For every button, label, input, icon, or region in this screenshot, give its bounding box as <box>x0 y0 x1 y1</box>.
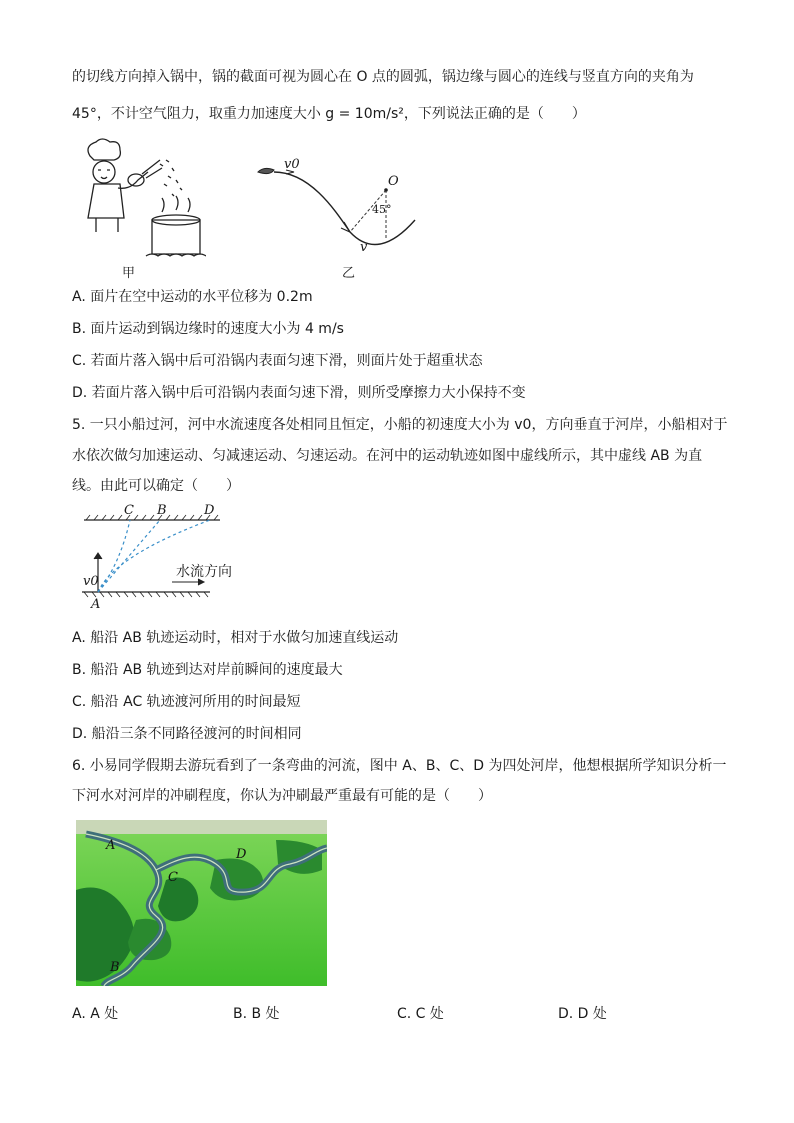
q5-text-line-2: 水依次做匀加速运动、匀减速运动、匀速运动。在河中的运动轨迹如图中虚线所示，其中虚线 AB 为直 <box>72 448 703 464</box>
q5-label-c: C <box>124 503 134 518</box>
q6-photo-label-d: D <box>236 847 247 862</box>
q4-text-line-2: 45°，不计空气阻力，取重力加速度大小 g = 10m/s²，下列说法正确的是（ ） <box>72 106 586 122</box>
label-o: O <box>388 174 399 189</box>
q6-option-b[interactable]: B. B 处 <box>233 1006 280 1022</box>
q5-label-d: D <box>204 503 215 518</box>
q5-option-d[interactable]: D. 船沿三条不同路径渡河的时间相同 <box>72 726 302 742</box>
q6-option-c[interactable]: C. C 处 <box>397 1006 444 1022</box>
label-45-degrees: 45° <box>372 203 392 216</box>
q6-options-row <box>72 1003 672 1023</box>
q6-photo-label-a: A <box>106 838 116 853</box>
q6-text-line-2: 下河水对河岸的冲刷程度，你认为冲刷最严重最有可能的是（ ） <box>72 788 492 804</box>
q6-option-a[interactable]: A. A 处 <box>72 1006 119 1022</box>
figure-caption-jia: 甲 <box>122 266 136 281</box>
q4-option-c[interactable]: C. 若面片落入锅中后可沿锅内表面匀速下滑，则面片处于超重状态 <box>72 353 483 369</box>
river-crossing-diagram <box>80 512 240 608</box>
chef-illustration <box>76 138 206 264</box>
q4-option-a[interactable]: A. 面片在空中运动的水平位移为 0.2m <box>72 289 313 305</box>
q4-text-line-1: 的切线方向掉入锅中，锅的截面可视为圆心在 O 点的圆弧，锅边缘与圆心的连线与竖直方向的夹角为 <box>72 69 694 85</box>
q5-label-b: B <box>157 503 167 518</box>
q5-option-b[interactable]: B. 船沿 AB 轨迹到达对岸前瞬间的速度最大 <box>72 662 343 678</box>
figure-caption-yi: 乙 <box>342 266 356 281</box>
q5-option-a[interactable]: A. 船沿 AB 轨迹运动时，相对于水做匀加速直线运动 <box>72 630 399 646</box>
q5-label-a: A <box>91 597 101 612</box>
q4-option-b[interactable]: B. 面片运动到锅边缘时的速度大小为 4 m/s <box>72 321 344 337</box>
trajectory-diagram <box>250 150 430 250</box>
q6-option-d[interactable]: D. D 处 <box>558 1006 607 1022</box>
label-v0: v0 <box>284 157 300 172</box>
q5-text-line-3: 线。由此可以确定（ ） <box>72 478 240 494</box>
q5-label-flow-direction: 水流方向 <box>176 564 232 580</box>
label-v: v <box>360 240 368 255</box>
q6-text-line-1: 6. 小易同学假期去游玩看到了一条弯曲的河流，图中 A、B、C、D 为四处河岸，他想根据所学知识分析一 <box>72 758 727 774</box>
q6-photo-label-c: C <box>168 870 178 885</box>
q5-text-line-1: 5. 一只小船过河，河中水流速度各处相同且恒定，小船的初速度大小为 v0，方向垂直于河岸，小船相对于 <box>72 417 728 433</box>
q5-option-c[interactable]: C. 船沿 AC 轨迹渡河所用的时间最短 <box>72 694 301 710</box>
q4-option-d[interactable]: D. 若面片落入锅中后可沿锅内表面匀速下滑，则所受摩擦力大小保持不变 <box>72 385 526 401</box>
q6-photo-label-b: B <box>110 960 120 975</box>
q5-label-v0: v0 <box>83 574 99 589</box>
